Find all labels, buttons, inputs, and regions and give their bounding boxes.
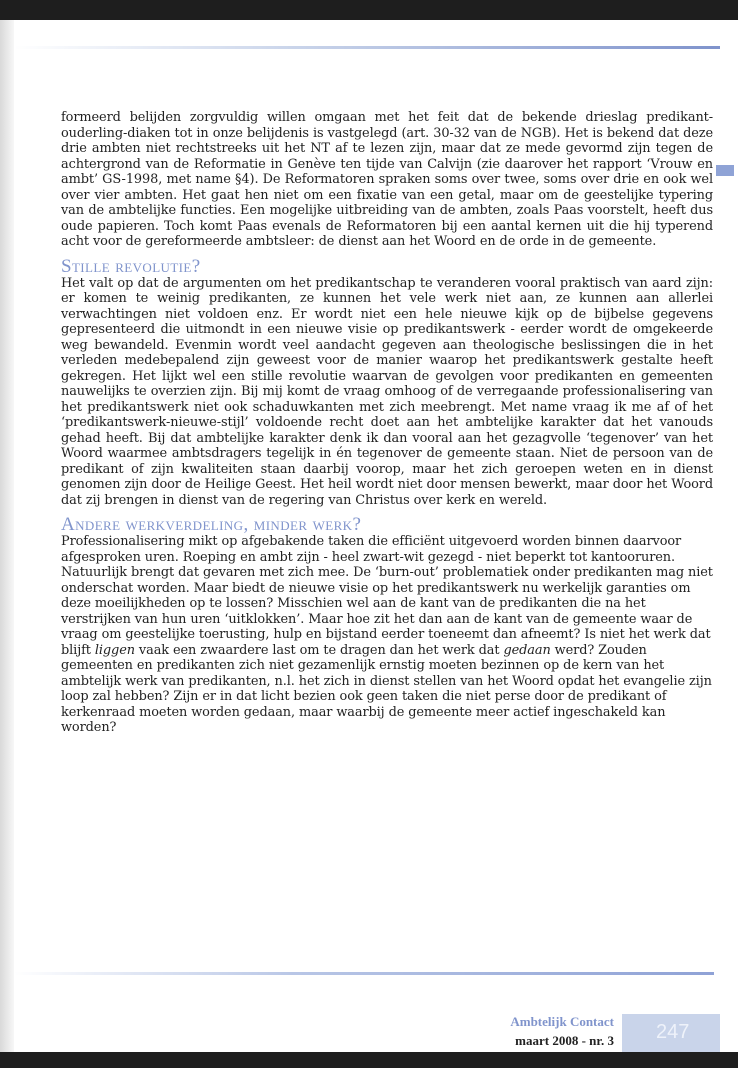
- section-heading-andere-werkverdeling: Andere werkverdeling, minder werk?: [61, 514, 362, 535]
- margin-tab-marker: [716, 165, 734, 176]
- paragraph-text-part-1: Professionalisering mikt op afgebakende taken die efficiënt uitgevoerd worden binnen daarvoor afgesproken uren. Roeping en ambt zijn - heel zwart-wit gezegd - niet beperkt tot kantooruren. Natuurlijk brengt dat gevaren met zich mee. De ‘burn-out’ problematiek onder predikanten mag niet onderschat worden. Maar biedt de nieuwe visie op het predikantswerk nu werkelijk garanties om deze moeilijkheden op te lossen? Misschien wel aan de kant van de predikanten die na het verstrijken van hun uren ‘uitklokken’. Maar hoe zit het dan aan de kant van de gemeente waar de vraag om geestelijke toerusting, hulp en bijstand eerder toeneemt dan afneemt? Is niet het werk dat blijft: [61, 534, 713, 658]
- paragraph-text-part-2: vaak een zwaardere last om te dragen dan het werk dat: [134, 642, 504, 658]
- article-body: [61, 110, 713, 736]
- paragraph-text-part-3: werd? Zouden gemeenten en predikanten zich niet gezamenlijk ernstig moeten bezinnen op de kern van het ambtelijk werk van predikanten, n.l. het zich in dienst stellen van het Woord opdat het evangelie zijn loop zal hebben? Zijn er in dat licht bezien ook geen taken die niet perse door de predikant of kerkenraad moeten worden gedaan, maar waarbij de gemeente meer actief ingeschakeld kan worden?: [61, 642, 712, 735]
- italic-word-liggen: liggen: [94, 642, 135, 658]
- scan-left-edge: [0, 20, 14, 1052]
- section-paragraph-andere-werkverdeling: [61, 534, 713, 736]
- section-heading-stille-revolutie: Stille revolutie?: [61, 255, 201, 277]
- bottom-rule: [14, 972, 714, 975]
- scan-bottom-border: [0, 1052, 738, 1068]
- section-paragraph-stille-revolutie: Het valt op dat de argumenten om het predikantschap te veranderen vooral praktisch van aard zijn: er komen te weinig predikanten, ze kunnen het vele werk niet aan, ze kunnen aan allerlei verwachtingen niet voldoen enz. Er wordt niet een hele nieuwe kijk op de bijbelse gegevens gepresenteerd die uitmondt in een nieuwe visie op predikantswerk - eerder wordt de omgekeerde weg bewandeld. Evenmin wordt veel aandacht gegeven aan theologische beslissingen die in het verleden medebepalend zijn geweest voor de manier waarop het predikantswerk gestalte heeft gekregen. Het lijkt wel een stille revolutie waarvan de gevolgen voor predikanten en gemeenten nauwelijks te overzien zijn. Bij mij komt de vraag omhoog of de verregaande professionalisering van het predikantswerk niet ook schaduwkanten met zich meebrengt. Met name vraag ik me af of het ‘predikantswerk-nieuwe-stijl’ voldoende recht doet aan het ambtelijke karakter dat het vanouds gehad heeft. Bij dat ambtelijke karakter denk ik dan vooral aan het gezagvolle ‘tegenover’ van het Woord waarmee ambtsdragers tegelijk in én tegenover de gemeente staan. Niet de persoon van de predikant of zijn kwaliteiten staan daarbij voorop, maar het zich geroepen weten en in dienst genomen zijn door de Heilige Geest. Het heil wordt niet door mensen bewerkt, maar door het Woord dat zij brengen in dienst van de regering van Christus over kerk en wereld.: [61, 275, 713, 508]
- page-number: 247: [656, 1021, 690, 1043]
- footer-block: [420, 1012, 614, 1050]
- intro-paragraph: formeerd belijden zorgvuldig willen omgaan met het feit dat de bekende drieslag predikant-ouderling-diaken tot in onze belijdenis is vastgelegd (art. 30-32 van de NGB). Het is bekend dat deze drie ambten niet rechtstreeks uit het NT af te lezen zijn, maar dat ze mede gevormd zijn tegen de achtergrond van de Reformatie in Genève ten tijde van Calvijn (zie daarover het rapport ‘Vrouw en ambt’ GS-1998, met name §4). De Reformatoren spraken soms over twee, soms over drie en ook wel over vier ambten. Het gaat hen niet om een fixatie van een getal, maar om de geestelijke typering van de ambtelijke functies. Een mogelijke uitbreiding van de ambten, zoals Paas voorstelt, heeft dus oude papieren. Toch komt Paas evenals de Reformatoren bij een aantal kernen uit die hij typerend acht voor de gereformeerde ambtsleer: de dienst aan het Woord en de orde in de gemeente.: [61, 110, 713, 249]
- scan-top-border: [0, 0, 738, 20]
- top-rule: [14, 46, 720, 49]
- italic-word-gedaan: gedaan: [503, 642, 551, 658]
- footer-issue-date: maart 2008 - nr. 3: [515, 1033, 614, 1048]
- footer-journal-title: Ambtelijk Contact: [510, 1014, 614, 1029]
